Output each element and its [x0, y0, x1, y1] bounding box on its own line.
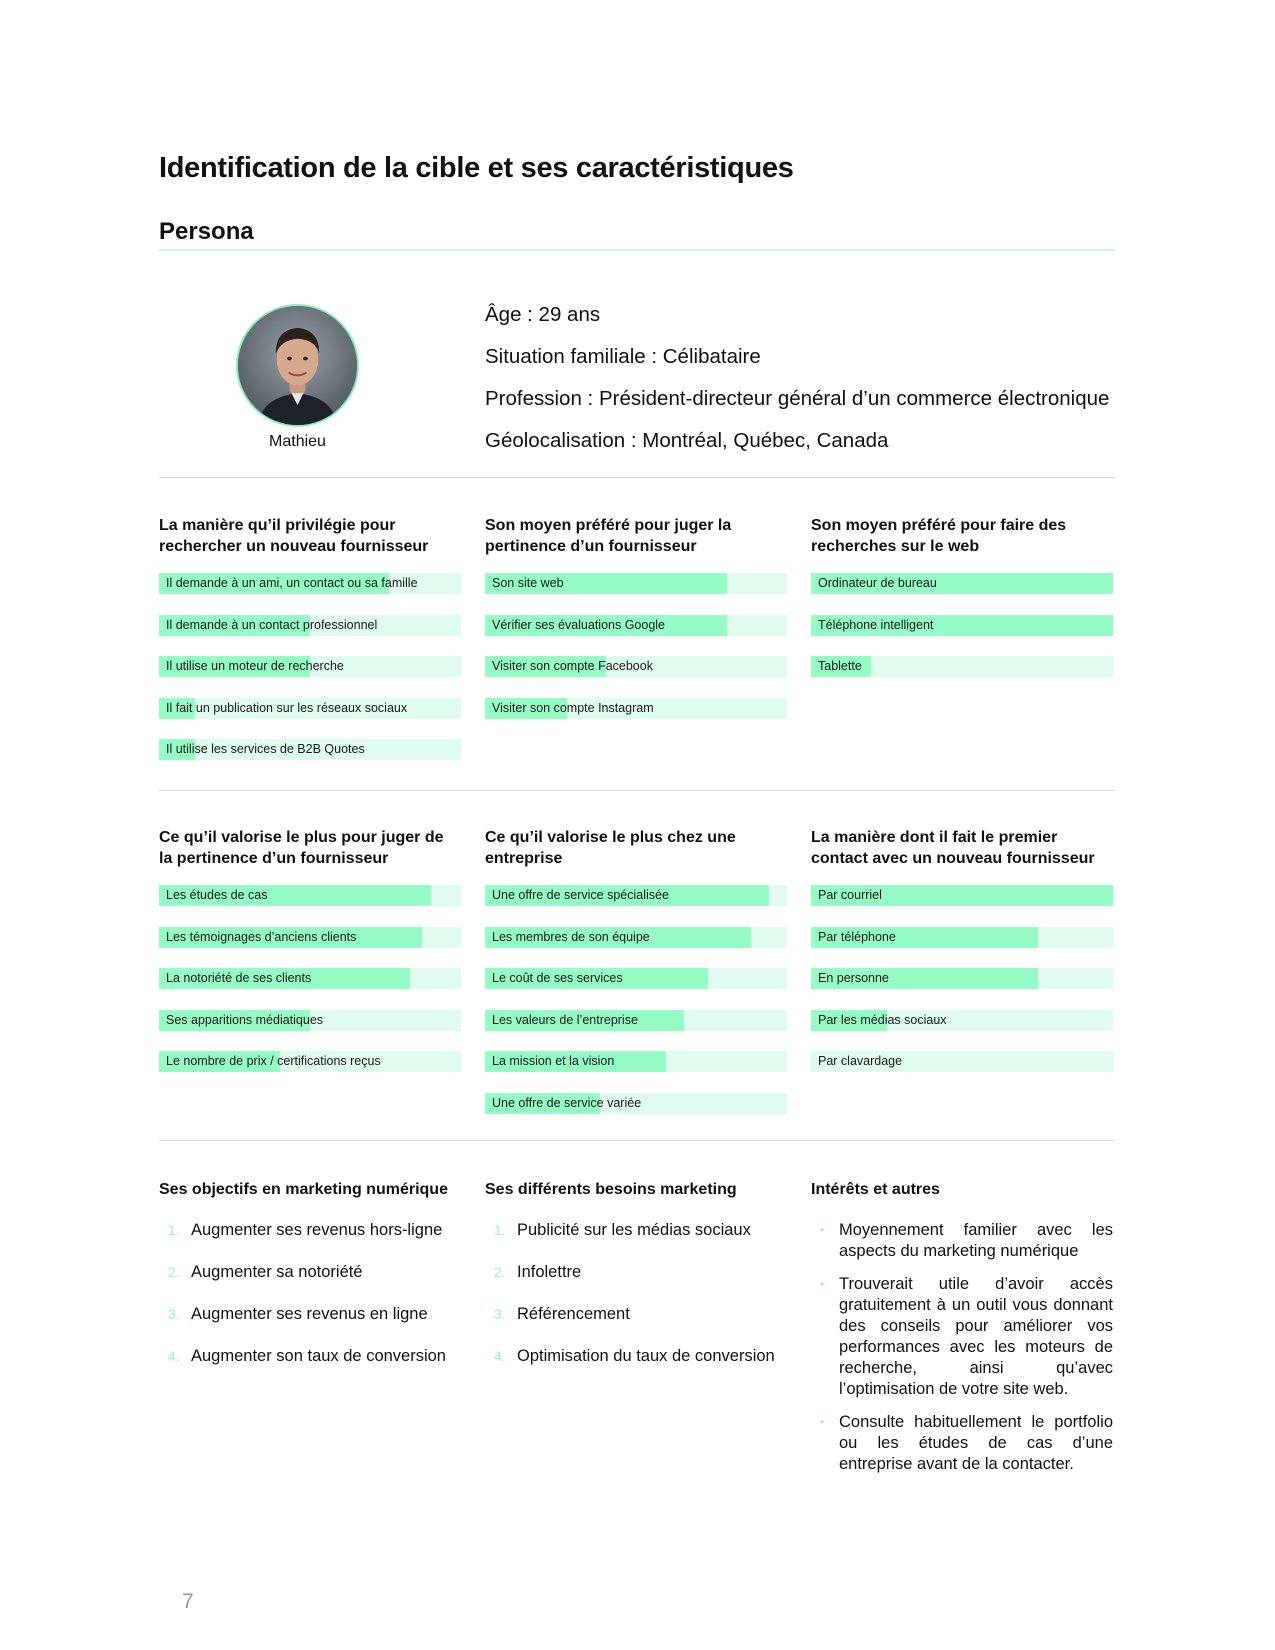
bar-track — [485, 1010, 787, 1031]
bar-list — [811, 573, 1113, 677]
list-number: 2. — [168, 1264, 180, 1280]
bar-group-judge-method — [485, 515, 787, 739]
bar-label: Les témoignages d’anciens clients — [166, 929, 357, 944]
page-title: Identification de la cible et ses caractéristiques — [159, 152, 794, 184]
marketing-needs-title: Ses différents besoins marketing — [485, 1181, 737, 1198]
list-item — [811, 1412, 1113, 1475]
list-number: 3. — [494, 1306, 506, 1322]
bar-list — [485, 885, 787, 1114]
bar-list — [159, 573, 461, 760]
interests-title: Intérêts et autres — [811, 1181, 940, 1198]
bar-label: Téléphone intelligent — [818, 617, 934, 632]
bar-label: Le coût de ses services — [492, 971, 623, 985]
list-number: 2. — [494, 1264, 506, 1280]
list-item — [811, 1274, 1113, 1400]
page-number: 7 — [182, 1590, 194, 1613]
list-item — [159, 1304, 461, 1346]
bar-label: Vérifier ses évaluations Google — [492, 617, 666, 632]
bar-label: Visiter son compte Instagram — [492, 700, 654, 715]
bar-label: Tablette — [818, 659, 862, 673]
list-item-text: Optimisation du taux de conversion — [517, 1347, 775, 1365]
list-item — [485, 1220, 787, 1262]
bar-group-company-values — [485, 827, 787, 1134]
bar-list — [159, 885, 461, 1072]
bar-track — [159, 615, 461, 636]
list-item-text: Trouverait utile d’avoir accès gratuitement à un outil vous donnant des conseils pour améliorer vos performances avec les moteurs de recherche, ainsi qu’avec l’optimisation de votre site web. — [839, 1275, 1113, 1398]
bar-group-title: Son moyen préféré pour faire des recherches sur le web — [811, 517, 1067, 555]
persona-photo — [236, 304, 359, 427]
list-item — [159, 1262, 461, 1304]
section-title: Persona — [159, 218, 254, 245]
divider — [159, 790, 1115, 791]
bar-label: Visiter son compte Facebook — [492, 659, 653, 673]
bar-label: Par téléphone — [818, 929, 896, 944]
bar-track — [485, 573, 787, 594]
bar-group-title: Ce qu’il valorise le plus pour juger de la pertinence d’un fournisseur — [159, 829, 444, 867]
list-number: 4. — [494, 1348, 506, 1364]
list-item-text: Consulte habituellement le portfolio ou les études de cas d’une entreprise avant de la contacter. — [839, 1413, 1113, 1473]
bar-track — [811, 968, 1113, 989]
persona-age: Âge : 29 ans — [485, 303, 601, 326]
bar-label: Les valeurs de l’entreprise — [492, 1012, 638, 1027]
bar-track — [485, 927, 787, 948]
bar-label: La notoriété de ses clients — [166, 971, 312, 985]
bar-label: Il utilise un moteur de recherche — [166, 659, 344, 673]
list-number: 4. — [168, 1348, 180, 1364]
bar-label: Il utilise les services de B2B Quotes — [166, 742, 365, 756]
bar-track — [159, 1051, 461, 1072]
bar-list — [811, 885, 1113, 1072]
bar-track — [159, 885, 461, 906]
bar-label: Les études de cas — [166, 888, 268, 902]
bar-group-first-contact — [811, 827, 1113, 1093]
bar-group-web-device — [811, 515, 1113, 698]
interests — [811, 1179, 1113, 1487]
bar-label: Il demande à un ami, un contact ou sa famille — [166, 576, 418, 590]
divider — [159, 477, 1115, 478]
list-item-text: Infolettre — [517, 1263, 582, 1281]
ordered-list — [485, 1220, 787, 1388]
bar-track — [159, 698, 461, 719]
persona-location: Géolocalisation : Montréal, Québec, Canada — [485, 429, 889, 452]
bar-label: Les membres de son équipe — [492, 929, 650, 944]
persona-facts — [485, 303, 1109, 471]
divider — [159, 1140, 1115, 1141]
bar-track — [811, 1010, 1113, 1031]
list-item-text: Augmenter ses revenus hors-ligne — [191, 1221, 443, 1239]
portrait-icon — [238, 306, 357, 425]
bar-track — [159, 968, 461, 989]
bar-group-search-method — [159, 515, 461, 781]
bar-group-title: Son moyen préféré pour juger la pertinence d’un fournisseur — [485, 517, 732, 555]
list-item-text: Référencement — [517, 1305, 630, 1323]
bar-label: Ses apparitions médiatiques — [166, 1012, 324, 1027]
bar-track — [159, 1010, 461, 1031]
list-number: 1. — [494, 1222, 506, 1238]
marketing-goals — [159, 1179, 461, 1388]
bar-label: Une offre de service variée — [492, 1095, 642, 1110]
bar-track — [485, 968, 787, 989]
bar-group-title: La manière qu’il privilégie pour rechercher un nouveau fournisseur — [159, 517, 429, 555]
list-item — [159, 1220, 461, 1262]
bar-track — [811, 1051, 1113, 1072]
bar-track — [811, 615, 1113, 636]
bar-label: En personne — [818, 971, 889, 985]
marketing-goals-title: Ses objectifs en marketing numérique — [159, 1181, 448, 1198]
bar-track — [485, 615, 787, 636]
section-divider — [159, 249, 1115, 251]
bar-label: Son site web — [492, 576, 564, 590]
list-item — [485, 1262, 787, 1304]
bar-label: Ordinateur de bureau — [818, 576, 937, 590]
ordered-list — [159, 1220, 461, 1388]
list-item — [485, 1346, 787, 1388]
bar-track — [159, 573, 461, 594]
list-number: 1. — [168, 1222, 180, 1238]
list-item-text: Augmenter ses revenus en ligne — [191, 1305, 428, 1323]
bar-label: Par les médias sociaux — [818, 1012, 947, 1027]
bar-track — [811, 885, 1113, 906]
bullet-icon: • — [820, 1415, 825, 1429]
list-item — [159, 1346, 461, 1388]
list-number: 3. — [168, 1306, 180, 1322]
marketing-needs — [485, 1179, 787, 1388]
bar-label: Il demande à un contact professionnel — [166, 617, 378, 632]
bar-track — [811, 656, 1113, 677]
bar-track — [485, 885, 787, 906]
list-item-text: Augmenter son taux de conversion — [191, 1347, 446, 1365]
bullet-list — [811, 1220, 1113, 1475]
persona-family-status: Situation familiale : Célibataire — [485, 345, 761, 368]
list-item-text: Augmenter sa notoriété — [191, 1263, 363, 1281]
list-item — [811, 1220, 1113, 1262]
bar-label: Le nombre de prix / certifications reçus — [166, 1054, 381, 1068]
list-item — [485, 1304, 787, 1346]
bar-track — [159, 739, 461, 760]
bar-track — [485, 698, 787, 719]
list-item-text: Publicité sur les médias sociaux — [517, 1221, 751, 1239]
bar-label: Par clavardage — [818, 1054, 903, 1068]
bar-track — [485, 1051, 787, 1072]
bar-track — [811, 927, 1113, 948]
bullet-icon: • — [820, 1277, 825, 1291]
bar-track — [159, 656, 461, 677]
bar-label: Une offre de service spécialisée — [492, 888, 669, 902]
bar-label: Par courriel — [818, 888, 882, 902]
persona-name: Mathieu — [269, 433, 326, 450]
bar-group-title: Ce qu’il valorise le plus chez une entreprise — [485, 829, 736, 867]
bar-track — [811, 573, 1113, 594]
bar-group-supplier-values — [159, 827, 461, 1093]
bar-group-title: La manière dont il fait le premier contact avec un nouveau fournisseur — [811, 829, 1095, 867]
bar-track — [485, 1093, 787, 1114]
bar-list — [485, 573, 787, 719]
bar-track — [159, 927, 461, 948]
bullet-icon: • — [820, 1223, 825, 1237]
bar-track — [485, 656, 787, 677]
persona-profession: Profession : Président-directeur général d’un commerce électronique — [485, 387, 1110, 410]
bar-label: La mission et la vision — [492, 1054, 615, 1068]
bar-label: Il fait un publication sur les réseaux sociaux — [166, 700, 408, 715]
list-item-text: Moyennement familier avec les aspects du marketing numérique — [839, 1221, 1113, 1260]
